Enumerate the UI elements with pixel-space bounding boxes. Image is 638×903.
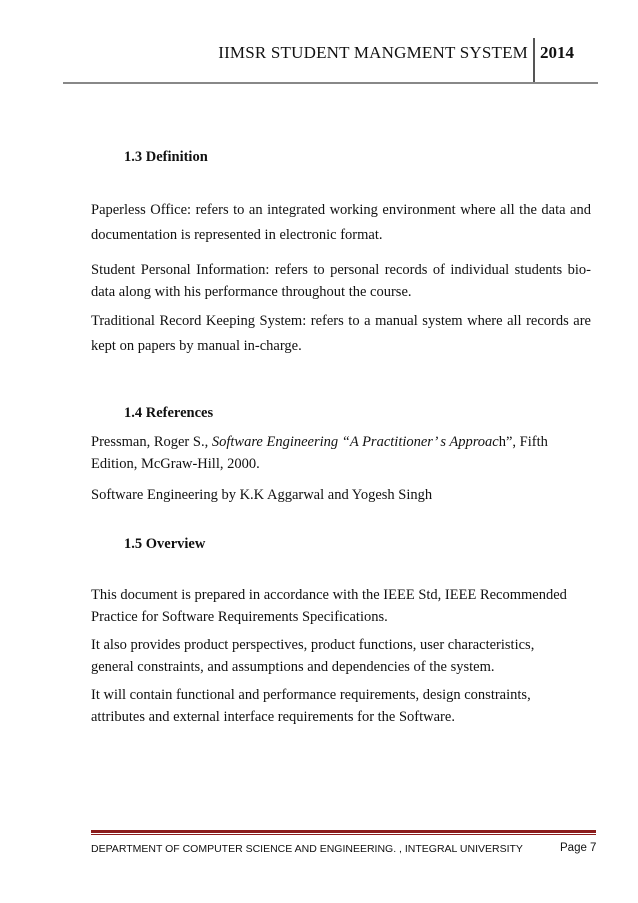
overview-paragraph-perspectives: It also provides product perspectives, product functions, user characteristics, general constraints, and assumptions and dependencies of the system.	[91, 637, 535, 675]
footer-rule-thin	[91, 834, 596, 835]
reference-pressman-title: Software Engineering “A Practitioner’ s Approac	[211, 434, 499, 450]
definition-paragraph-paperless: Paperless Office: refers to an integrated working environment where all the data and documentation is represented in electronic format.	[91, 202, 591, 243]
header-rule	[63, 82, 598, 84]
overview-paragraph-ieee: This document is prepared in accordance with the IEEE Std, IEEE Recommended Practice for Software Requirements Specifications.	[91, 587, 567, 625]
reference-pressman	[91, 431, 581, 475]
definition-paragraph-student-info: Student Personal Information: refers to personal records of individual students bio-data along with his performance throughout the course.	[91, 262, 591, 300]
footer-department: DEPARTMENT OF COMPUTER SCIENCE AND ENGINEERING. , INTEGRAL UNIVERSITY	[91, 843, 523, 855]
definition-paragraph-record-keeping: Traditional Record Keeping System: refers to a manual system where all records are kept on papers by manual in-charge.	[91, 313, 591, 354]
overview-paragraph-requirements: It will contain functional and performance requirements, design constraints, attributes and external interface requirements for the Software.	[91, 687, 531, 725]
overview-heading: 1.5 Overview	[124, 536, 206, 552]
page-header	[0, 0, 638, 84]
reference-aggarwal: Software Engineering by K.K Aggarwal and Yogesh Singh	[91, 487, 433, 503]
header-year: 2014	[540, 43, 574, 62]
reference-pressman-edition: h”, Fifth Edition, McGraw-Hill, 2000.	[91, 434, 548, 472]
definition-heading: 1.3 Definition	[124, 149, 208, 165]
header-title: IIMSR STUDENT MANGMENT SYSTEM	[218, 43, 528, 62]
footer-page-number: Page 7	[560, 842, 597, 854]
reference-pressman-author: Pressman, Roger S.,	[91, 434, 212, 450]
references-heading: 1.4 References	[124, 405, 214, 421]
header-divider	[533, 38, 535, 82]
footer-rule-thick	[91, 830, 596, 833]
